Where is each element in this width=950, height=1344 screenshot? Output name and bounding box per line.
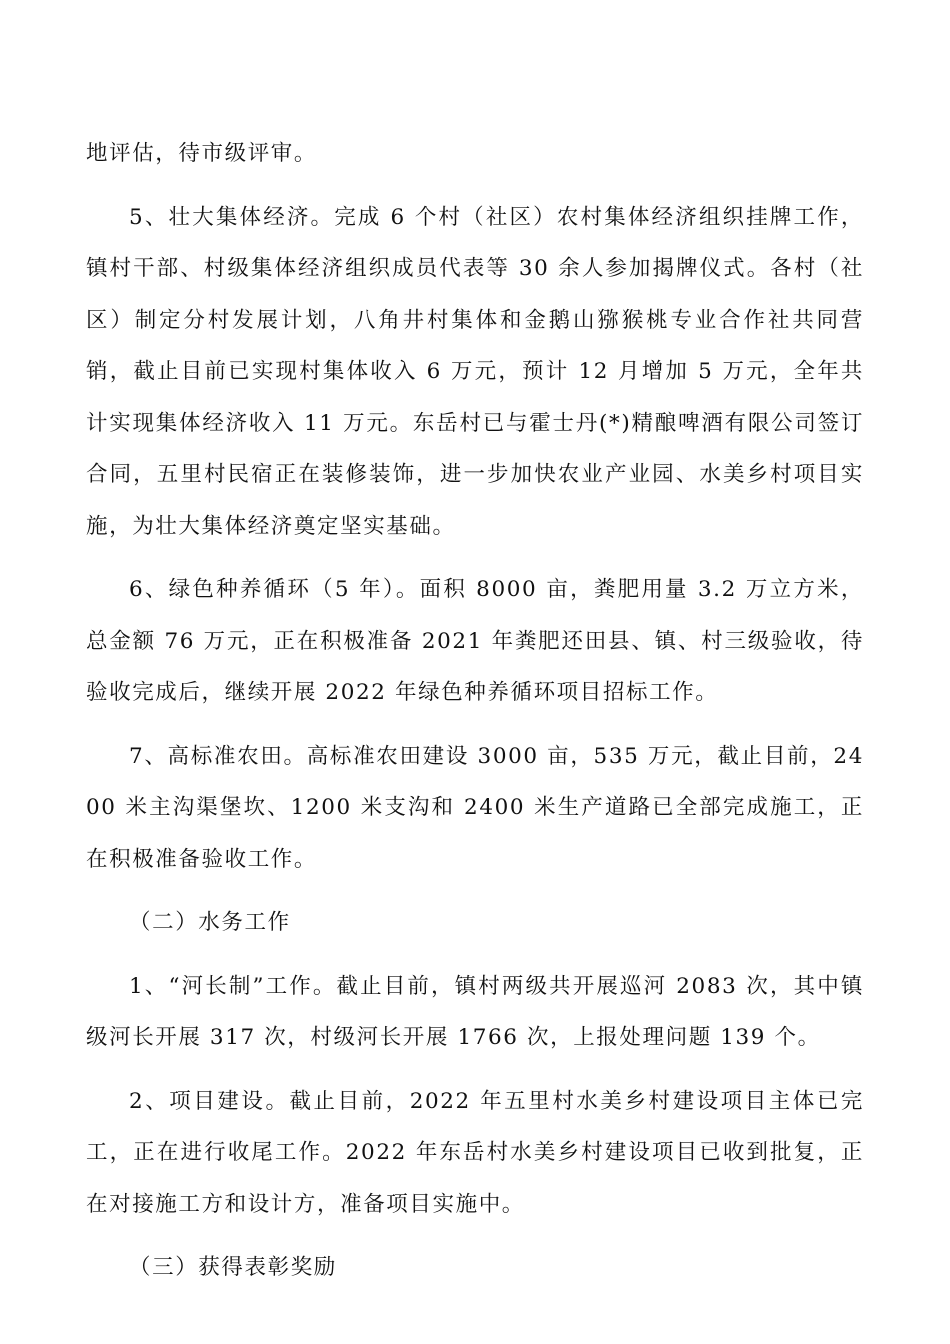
section-heading-water-affairs: （二）水务工作 (129, 910, 291, 935)
paragraph-item-1-river-chief: 1、“河长制”工作。截止目前，镇村两级共开展巡河 2083 次，其中镇级河长开展 317 次，村级河长开展 1766 次，上报处理问题 139 个。 (86, 973, 864, 1050)
paragraph-item-6-green-cycle: 6、绿色种养循环（5 年）。面积 8000 亩，粪肥用量 3.2 万立方米，总金额 76 万元，正在积极准备 2021 年粪肥还田县、镇、村三级验收，待验收完成后，继续开展 2022 年绿色种养循环项目招标工作。 (86, 577, 864, 705)
paragraph-item-5-collective-economy: 5、壮大集体经济。完成 6 个村（社区）农村集体经济组织挂牌工作，镇村干部、村级集体经济组织成员代表等 30 余人参加揭牌仪式。各村（社区）制定分村发展计划，八角井村集体和金鹅山猕猴桃专业合作社共同营销，截止目前已实现村集体收入 6 万元，预计 12 月增加 5 万元，全年共计实现集体经济收入 11 万元。东岳村已与霍士丹(*)精酿啤酒有限公司签订合同，五里村民宿正在装修装饰，进一步加快农业产业园、水美乡村项目实施，为壮大集体经济奠定坚实基础。 (86, 204, 864, 539)
paragraph-continuation: 地评估，待市级评审。 (86, 141, 318, 166)
section-heading-awards: （三）获得表彰奖励 (129, 1255, 337, 1280)
paragraph-item-7-farmland: 7、高标准农田。高标准农田建设 3000 亩，535 万元，截止目前，2400 米主沟渠堡坎、1200 米支沟和 2400 米生产道路已全部完成施工，正在积极准备验收工作。 (86, 743, 864, 872)
paragraph-item-2-project-construction: 2、项目建设。截止目前，2022 年五里村水美乡村建设项目主体已完工，正在进行收尾工作。2022 年东岳村水美乡村建设项目已收到批复，正在对接施工方和设计方，准备项目实施中。 (86, 1088, 864, 1217)
document-body (86, 128, 864, 1294)
